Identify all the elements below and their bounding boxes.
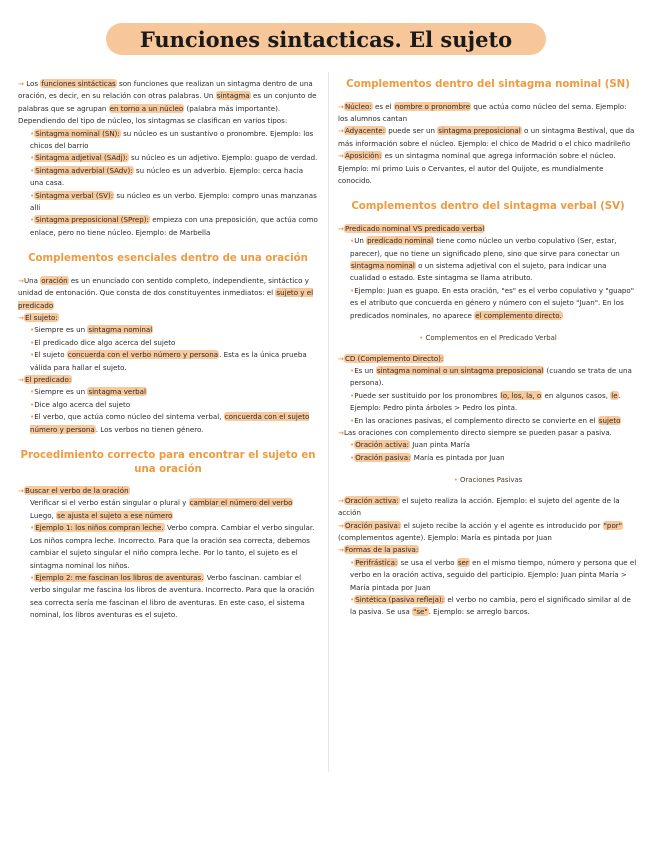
- bullet-icon: •: [30, 325, 35, 335]
- arrow-icon: →: [18, 275, 24, 285]
- list-item: •Perifrástica: se usa el verbo ser en el mismo tiempo, número y persona que el verbo en la oración activa, seguido del participio. Ejemplo: Juan pinta María > María pintada por Juan: [350, 557, 637, 592]
- predicado-heading: →El predicado:: [18, 375, 72, 385]
- arrow-icon: →: [18, 79, 24, 88]
- intro-paragraph: → Los funciones sintácticas son funciones que realizan un sintagma dentro de una oración, es decir, en su relación con otras palabras. Un sintagma es un conjunto de palabras que se agrupan en torno a un núcleo (palabra más importante). Dependiendo del tipo de núcleo, los sintagmas se clasifican en varios tipos:: [18, 79, 317, 126]
- section-heading: Procedimiento correcto para encontrar el sujeto en una oración: [20, 450, 316, 475]
- bullet-icon: •: [419, 334, 424, 343]
- bullet-icon: •: [30, 337, 35, 347]
- bullet-icon: •: [30, 399, 35, 409]
- pn-example: •Ejemplo: Juan es guapo. En esta oración, "es" es el verbo copulativo y "guapo" es el atributo que concuerda en género y número con el sujeto "Juan". En los predicados nominales, no aparece el complemento directo.: [350, 285, 635, 320]
- pasiva-activa: →Oración activa: el sujeto realiza la acción. Ejemplo: el sujeto del agente de la acción: [338, 495, 620, 518]
- bullet-icon: •: [350, 595, 355, 604]
- list-item: •Sintagma verbal (SV): su núcleo es un verbo. Ejemplo: compro unas manzanas allí: [30, 190, 317, 213]
- list-item: •Es un sintagma nominal o un sintagma preposicional (cuando se trata de una persona).: [350, 366, 632, 388]
- bullet-icon: •: [350, 236, 355, 246]
- list-item: •Siempre es un sintagma verbal: [30, 387, 146, 397]
- sn-item-aposicion: →Aposición: es un sintagma nominal que agrega información sobre el núcleo. Ejemplo: mi primo Luis o Cervantes, el autor del Quijote, es mundialmente conocido.: [338, 151, 616, 185]
- page-title: Funciones sintacticas. El sujeto: [139, 26, 513, 52]
- list-item: •Sintagma adjetival (SAdj): su núcleo es un adjetivo. Ejemplo: guapo de verdad.: [30, 153, 318, 163]
- list-item: •Sintagma nominal (SN): su núcleo es un sustantivo o pronombre. Ejemplo: los chicos del barrio: [30, 128, 314, 151]
- subsection-heading: • Oraciones Pasivas: [453, 476, 523, 485]
- bullet-icon: •: [30, 572, 35, 582]
- pn-paragraph: •Un predicado nominal tiene como núcleo un verbo copulativo (Ser, estar, parecer), que no tiene un significado pleno, sino que sirve para conectar un sintagma nominal o un sistema adjetival con el sujeto, para indicar una cualidad o estado. Este sintagma se llama atributo.: [350, 236, 620, 283]
- bullet-icon: •: [350, 440, 355, 450]
- arrow-icon: →: [338, 545, 344, 555]
- arrow-icon: →: [338, 223, 344, 233]
- right-column: [338, 78, 638, 619]
- cd-pasiva-line: →Las oraciones con complemento directo siempre se pueden pasar a pasiva.: [338, 428, 612, 438]
- bullet-icon: •: [30, 190, 35, 200]
- arrow-icon: →: [338, 126, 344, 136]
- bullet-icon: •: [30, 412, 35, 422]
- example-2: •Ejemplo 2: me fascinan los libros de aventuras. Verbo fascinan. cambiar el verbo singular me fascina los libros de aventura. Incorrecto. Para que la oración sea correcta sería me fascinan el libro de aventuras. En este caso, el sistema nominal, los libros aventuras es el sujeto.: [30, 572, 315, 620]
- list-item: •Puede ser sustituido por los pronombres lo, los, la, o en algunos casos, le. Ejemplo: Pedro pinta árboles > Pedro los pinta.: [350, 390, 621, 413]
- column-divider: [328, 72, 329, 772]
- step-heading: →Buscar el verbo de la oración: [18, 486, 129, 496]
- bullet-icon: •: [350, 452, 355, 462]
- arrow-icon: →: [18, 375, 24, 385]
- bullet-icon: •: [30, 165, 35, 175]
- list-item: •Sintagma adverbial (SAdv): su núcleo es un adverbio. Ejemplo: cerca hacia una casa.: [30, 165, 304, 188]
- list-item: •Oración pasiva: María es pintada por Juan: [350, 452, 505, 462]
- section-heading: Complementos dentro del sintagma verbal (SV): [351, 201, 625, 213]
- section-heading: Complementos esenciales dentro de una oración: [28, 253, 308, 265]
- bullet-icon: •: [350, 390, 355, 400]
- arrow-icon: →: [338, 101, 344, 111]
- bullet-icon: •: [30, 387, 35, 397]
- sujeto-heading: →El sujeto:: [18, 313, 58, 322]
- bullet-icon: •: [30, 215, 35, 225]
- list-item: •El verbo, que actúa como núcleo del sintema verbal, concuerda con el sujeto número y persona. Los verbos no tienen género.: [30, 412, 310, 434]
- subsection-heading: • Complementos en el Predicado Verbal: [419, 334, 557, 343]
- arrow-icon: →: [338, 428, 344, 438]
- oracion-paragraph: →Una oración es un enunciado con sentido completo, independiente, sintáctico y unidad de entonación. Que consta de dos constituyentes inmediatos: el sujeto y el predicado: [18, 275, 314, 310]
- arrow-icon: →: [338, 353, 344, 363]
- section-heading: Complementos dentro del sintagma nominal (SN): [346, 79, 630, 90]
- list-item: •El predicado dice algo acerca del sujeto: [30, 337, 176, 347]
- formas-heading: →Formas de la pasiva:: [338, 545, 419, 555]
- arrow-icon: →: [18, 313, 24, 322]
- cd-heading: →CD (Complemento Directo):: [338, 353, 444, 363]
- example-1: •Ejemplo 1: los niños compran leche. Verbo compra. Cambiar el verbo singular. Los niños compra leche. Incorrecto. Para que la oración sea correcta, debemos cambiar el sujeto singular el niño compra leche. Por lo tanto, el sujeto es el sintagma nominal los niños.: [30, 523, 315, 570]
- list-item: •Dice algo acerca del sujeto: [30, 399, 131, 409]
- list-item: •Sintagma preposicional (SPrep): empieza con una preposición, que actúa como enlace, pero no tiene núcleo. Ejemplo: de Marbella: [30, 215, 318, 237]
- list-item: •En las oraciones pasivas, el complemento directo se convierte en el sujeto: [350, 415, 621, 425]
- step-line: Luego, se ajusta el sujeto a ese número: [30, 510, 173, 520]
- bullet-icon: •: [453, 476, 458, 485]
- list-item: •Oración activa: Juan pinta María: [350, 440, 470, 450]
- pn-heading: →Predicado nominal VS predicado verbal: [338, 223, 485, 233]
- list-item: •Siempre es un sintagma nominal: [30, 325, 153, 335]
- bullet-icon: •: [350, 557, 355, 567]
- list-item: •Sintética (pasiva refleja): el verbo no cambia, pero el significado similar al de la pasiva. Se usa "se". Ejemplo: se arreglo barcos.: [350, 595, 631, 617]
- list-item: •El sujeto concuerda con el verbo número y persona. Esta es la única prueba válida para hallar el sujeto.: [30, 350, 307, 372]
- arrow-icon: →: [338, 495, 344, 505]
- step-line: Verificar si el verbo están singular o plural y cambiar el número del verbo: [30, 498, 293, 508]
- pasiva-pasiva: →Oración pasiva: el sujeto recibe la acción y el agente es introducido por "por" (complementos agente). Ejemplo: María es pintada por Juan: [338, 520, 622, 542]
- left-column: [18, 78, 318, 622]
- bullet-icon: •: [30, 153, 35, 163]
- title-banner: [106, 23, 546, 55]
- arrow-icon: →: [338, 151, 344, 161]
- bullet-icon: •: [350, 366, 355, 375]
- bullet-icon: •: [30, 128, 35, 138]
- bullet-icon: •: [350, 415, 355, 425]
- arrow-icon: →: [18, 486, 24, 496]
- bullet-icon: •: [30, 350, 35, 360]
- sn-item-nucleo: →Núcleo: es el nombre o pronombre que actúa como núcleo del sema. Ejemplo: los alumnos cantan: [338, 101, 627, 123]
- bullet-icon: •: [350, 285, 355, 295]
- arrow-icon: →: [338, 520, 344, 530]
- sn-item-adyacente: →Adyacente: puede ser un sintagma preposicional o un sintagma Bestival, que da más información sobre el núcleo. Ejemplo: el chico de Madrid o el chico madrileño: [338, 126, 635, 148]
- bullet-icon: •: [30, 523, 35, 533]
